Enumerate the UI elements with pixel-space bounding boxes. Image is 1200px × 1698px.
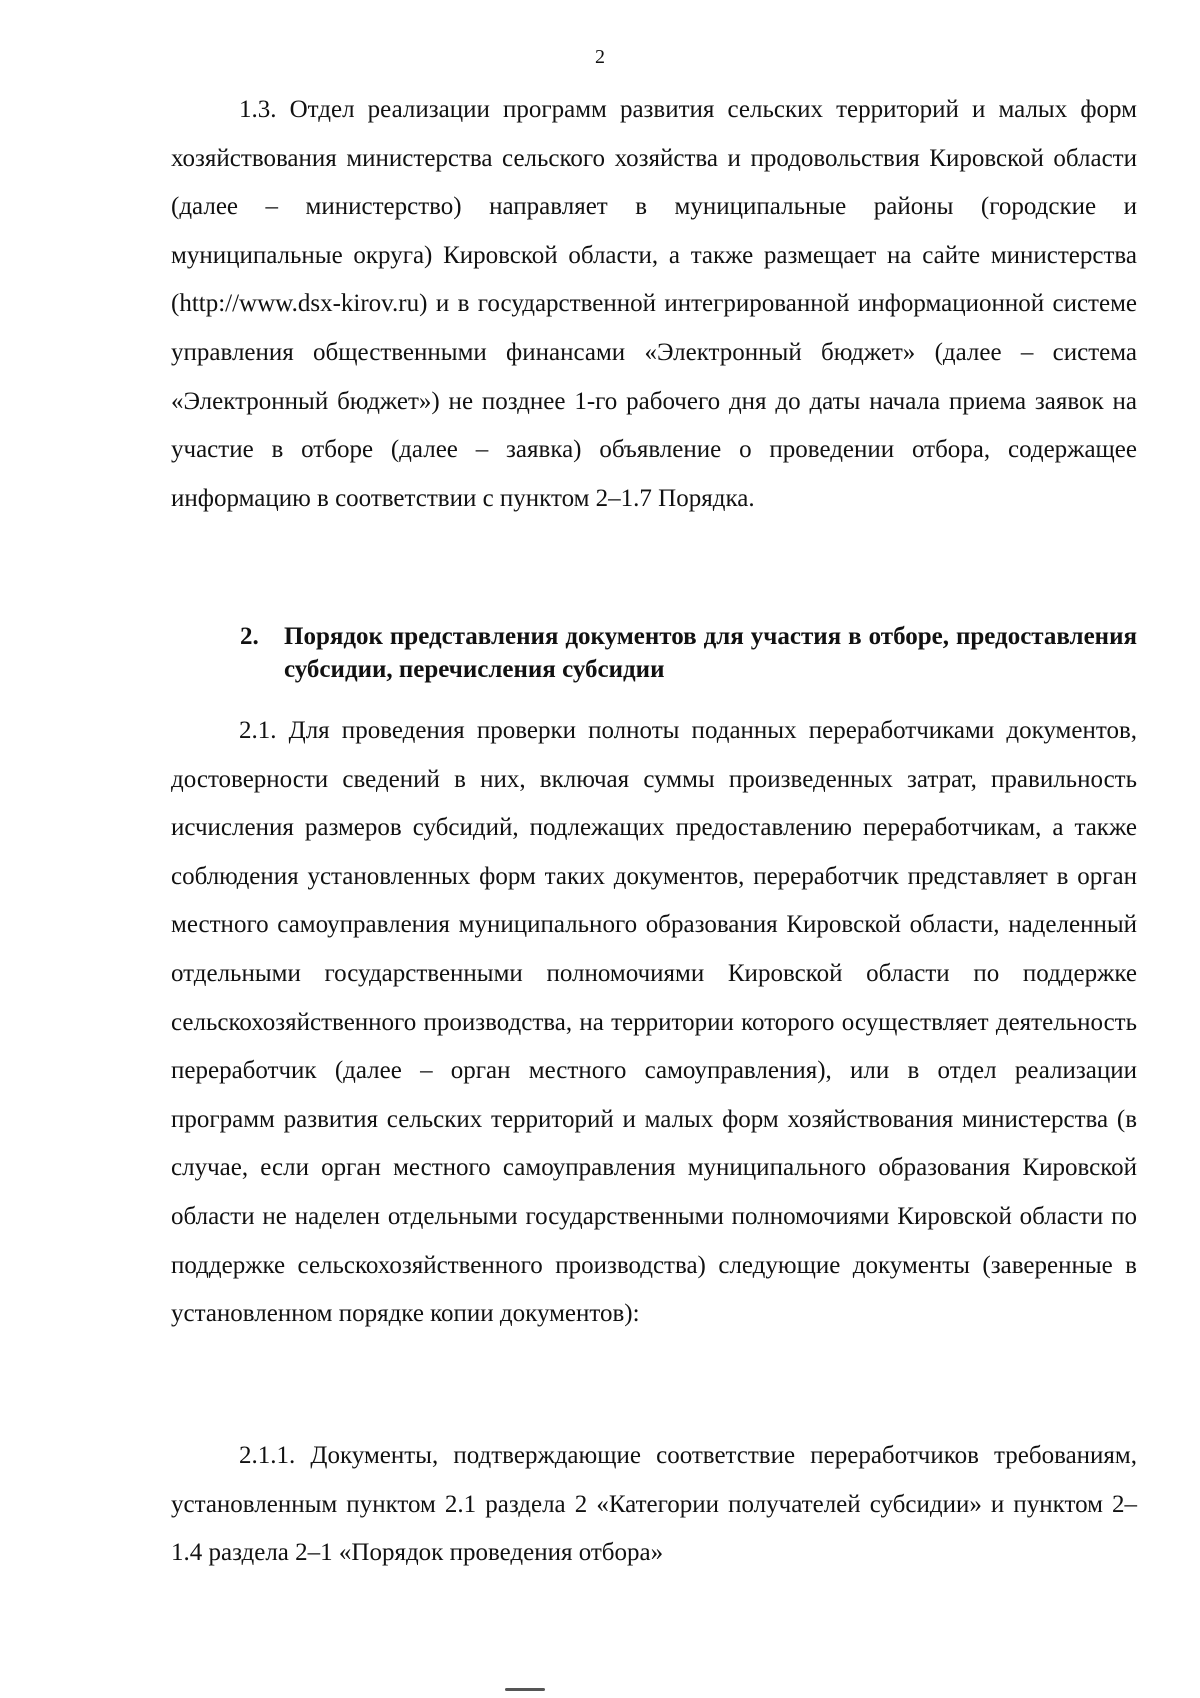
paragraph-1-3-text: 1.3. Отдел реализации программ развития сельских территорий и малых форм хозяйствования министерства сельского хозяйства и продовольствия Кировской области (далее – министерство) направляет в муниципальные районы (городские и муниципальные округа) Кировской области, а также размещает на сайте министерства (http://www.dsx-kirov.ru) и в государственной интегрированной информационной системе управления общественными финансами «Электронный бюджет» (далее – система «Электронный бюджет») не позднее 1-го рабочего дня до даты начала приема заявок на участие в отборе (далее – заявка) объявление о проведении отбора, содержащее информацию в соответствии с пунктом 2–1.7 Порядка. bbox=[171, 96, 1137, 512]
paragraph-2-1-text: 2.1. Для проведения проверки полноты поданных переработчиками документов, достоверности сведений в них, включая суммы произведенных затрат, правильность исчисления размеров субсидий, подлежащих предоставлению переработчикам, а также соблюдения установленных форм таких документов, переработчик представляет в орган местного самоуправления муниципального образования Кировской области, наделенный отдельными государственными полномочиями Кировской области по поддержке сельскохозяйственного производства, на территории которого осуществляет деятельность переработчик (далее – орган местного самоуправления), или в отдел реализации программ развития сельских территорий и малых форм хозяйствования министерства (в случае, если орган местного самоуправления муниципального образования Кировской области не наделен отдельными государственными полномочиями Кировской области по поддержке сельскохозяйственного производства) следующие документы (заверенные в установленном порядке копии документов): bbox=[171, 717, 1137, 1328]
paragraph-1-3 bbox=[171, 86, 1137, 523]
section-2-number: 2. bbox=[240, 623, 259, 650]
paragraph-2-1-1-text: 2.1.1. Документы, подтверждающие соответствие переработчиков требованиям, установленным пунктом 2.1 раздела 2 «Категории получателей субсидии» и пунктом 2–1.4 раздела 2–1 «Порядок проведения отбора» bbox=[171, 1442, 1137, 1567]
scan-artifact-mark bbox=[505, 1688, 545, 1691]
section-2-heading bbox=[240, 620, 1137, 686]
paragraph-2-1 bbox=[171, 707, 1137, 1339]
section-2-title: Порядок представления документов для участия в отборе, предоставления субсидии, перечисления субсидии bbox=[284, 623, 1137, 683]
paragraph-2-1-1 bbox=[171, 1432, 1137, 1578]
page-number: 2 bbox=[595, 46, 605, 68]
